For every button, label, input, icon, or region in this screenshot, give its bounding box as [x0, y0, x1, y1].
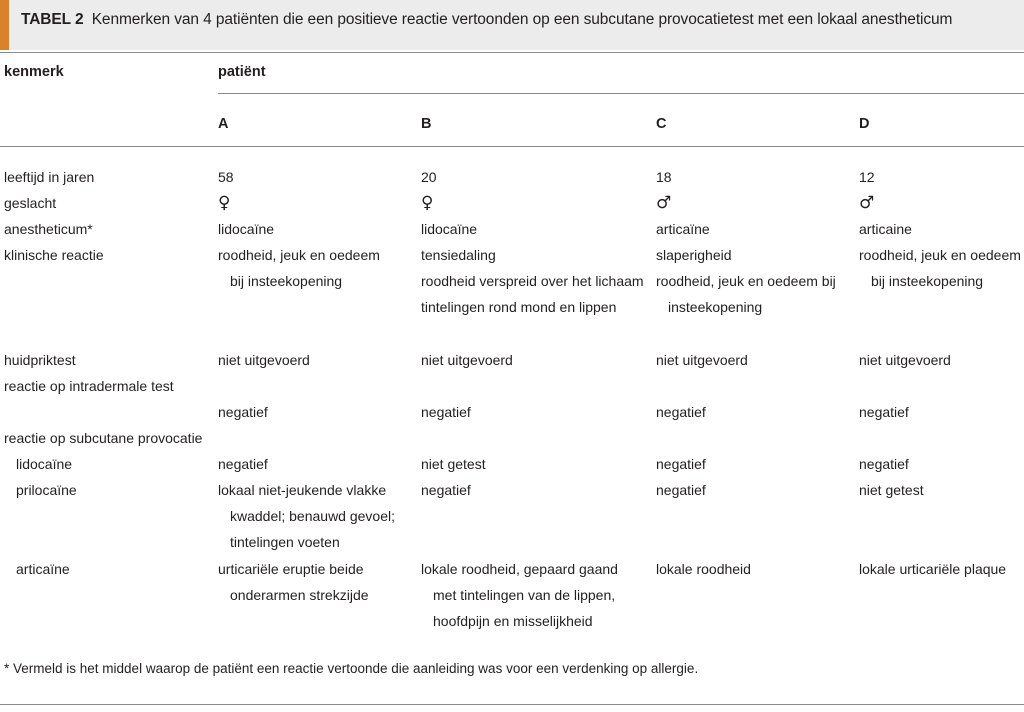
cell-patient-c	[656, 242, 836, 320]
cell-patient-b	[421, 477, 471, 503]
row-label: anestheticum*	[4, 221, 93, 237]
cell-patient-c	[656, 216, 710, 242]
cell-line: niet uitgevoerd	[218, 352, 310, 368]
cell-patient-d	[859, 190, 874, 216]
cell-patient-a	[218, 451, 268, 477]
cell-patient-b	[421, 347, 513, 373]
cell-patient-a	[218, 477, 395, 555]
row-label: reactie op intradermale test	[4, 378, 174, 394]
cell-line: onderarmen strekzijde	[230, 587, 369, 603]
cell-line: roodheid, jeuk en oedeem	[218, 247, 380, 263]
patient-rule	[218, 93, 1024, 94]
row-label: geslacht	[4, 195, 57, 211]
row-label: klinische reactie	[4, 247, 104, 263]
cell-patient-d	[859, 399, 909, 425]
cell-line: tensiedaling	[421, 247, 496, 263]
cell-line: hoofdpijn en misselijkheid	[433, 613, 593, 629]
cell-line: insteekopening	[668, 299, 763, 315]
cell-patient-c	[656, 556, 751, 582]
cell-patient-b	[421, 399, 471, 425]
cell-line: niet getest	[859, 482, 924, 498]
cell-patient-d	[859, 477, 924, 503]
cell-patient-c	[656, 190, 671, 216]
cell-line: ♂	[859, 193, 875, 213]
cell-line: articaïne	[656, 221, 710, 237]
cell-line: negatief	[218, 404, 268, 420]
cell-line: urticariële eruptie beide	[218, 561, 364, 577]
cell-line: 20	[421, 169, 437, 185]
cell-line: lokale urticariële plaque	[859, 561, 1007, 577]
cell-line: negatief	[656, 482, 706, 498]
cell-line: tintelingen voeten	[230, 534, 340, 550]
cell-line: tintelingen rond mond en lippen	[421, 299, 617, 315]
cell-line: niet uitgevoerd	[421, 352, 513, 368]
cell-line: roodheid verspreid over het lichaam	[421, 273, 644, 289]
cell-patient-a	[218, 164, 234, 190]
footnote: * Vermeld is het middel waarop de patiënt een reactie vertoonde die aanleiding was voor een verdenking op allergie.	[4, 661, 699, 676]
cell-patient-a	[218, 347, 310, 373]
cell-patient-c	[656, 451, 706, 477]
row-label: huidpriktest	[4, 352, 76, 368]
cell-line: lidocaïne	[421, 221, 478, 237]
cell-patient-d	[859, 216, 912, 242]
header-col-c: C	[656, 116, 667, 132]
cell-line: met tintelingen van de lippen,	[433, 587, 616, 603]
row-label: prilocaïne	[16, 482, 77, 498]
cell-line: negatief	[218, 456, 268, 472]
cell-patient-d	[859, 242, 1021, 294]
cell-line: ♀	[218, 193, 231, 213]
cell-patient-b	[421, 451, 486, 477]
cell-line: negatief	[421, 482, 471, 498]
cell-line: roodheid, jeuk en oedeem bij	[656, 273, 836, 289]
cell-line: ♀	[421, 193, 434, 213]
header-patient: patiënt	[218, 64, 266, 80]
cell-line: niet uitgevoerd	[859, 352, 951, 368]
row-label: lidocaïne	[16, 456, 73, 472]
cell-line: lokaal niet-jeukende vlakke	[218, 482, 387, 498]
table-caption: Kenmerken van 4 patiënten die een positieve reactie vertoonden op een subcutane provocatietest met een lokaal anestheticum	[91, 11, 953, 28]
cell-line: slaperigheid	[656, 247, 732, 263]
cell-line: 12	[859, 169, 875, 185]
row-label: leeftijd in jaren	[4, 169, 95, 185]
cell-line: negatief	[421, 404, 471, 420]
cell-patient-b	[421, 164, 437, 190]
cell-patient-d	[859, 451, 909, 477]
cell-patient-b	[421, 190, 433, 216]
cell-patient-d	[859, 164, 875, 190]
header-rule	[0, 146, 1024, 147]
table-title	[21, 11, 952, 29]
cell-patient-b	[421, 216, 477, 242]
cell-patient-d	[859, 556, 1006, 582]
cell-line: bij insteekopening	[230, 273, 343, 289]
cell-line: roodheid, jeuk en oedeem	[859, 247, 1021, 263]
table-number: TABEL 2	[21, 11, 84, 28]
cell-line: 18	[656, 169, 672, 185]
cell-line: lokale roodheid	[656, 561, 751, 577]
header-col-b: B	[421, 116, 432, 132]
cell-patient-a	[218, 190, 230, 216]
top-rule	[0, 52, 1024, 53]
header-kenmerk: kenmerk	[4, 64, 64, 80]
cell-line: negatief	[656, 404, 706, 420]
cell-patient-c	[656, 347, 748, 373]
cell-line: kwaddel; benauwd gevoel;	[230, 508, 396, 524]
cell-patient-c	[656, 477, 706, 503]
header-col-d: D	[859, 116, 870, 132]
bottom-rule	[0, 704, 1024, 705]
cell-line: articaine	[859, 221, 912, 237]
cell-patient-d	[859, 347, 951, 373]
cell-line: niet getest	[421, 456, 486, 472]
cell-line: lidocaïne	[218, 221, 275, 237]
cell-patient-b	[421, 556, 618, 634]
cell-patient-b	[421, 242, 644, 320]
cell-line: niet uitgevoerd	[656, 352, 748, 368]
cell-line: negatief	[859, 404, 909, 420]
cell-patient-a	[218, 216, 274, 242]
cell-patient-a	[218, 242, 380, 294]
cell-patient-c	[656, 399, 706, 425]
cell-line: bij insteekopening	[871, 273, 984, 289]
cell-line: negatief	[656, 456, 706, 472]
header-col-a: A	[218, 116, 229, 132]
cell-line: negatief	[859, 456, 909, 472]
row-label: articaïne	[16, 561, 70, 577]
table-title-bar	[0, 0, 1024, 50]
row-label: reactie op subcutane provocatie	[4, 430, 203, 446]
cell-line: ♂	[656, 193, 672, 213]
cell-line: 58	[218, 169, 234, 185]
cell-line: lokale roodheid, gepaard gaand	[421, 561, 618, 577]
cell-patient-a	[218, 556, 369, 608]
cell-patient-a	[218, 399, 268, 425]
cell-patient-c	[656, 164, 672, 190]
